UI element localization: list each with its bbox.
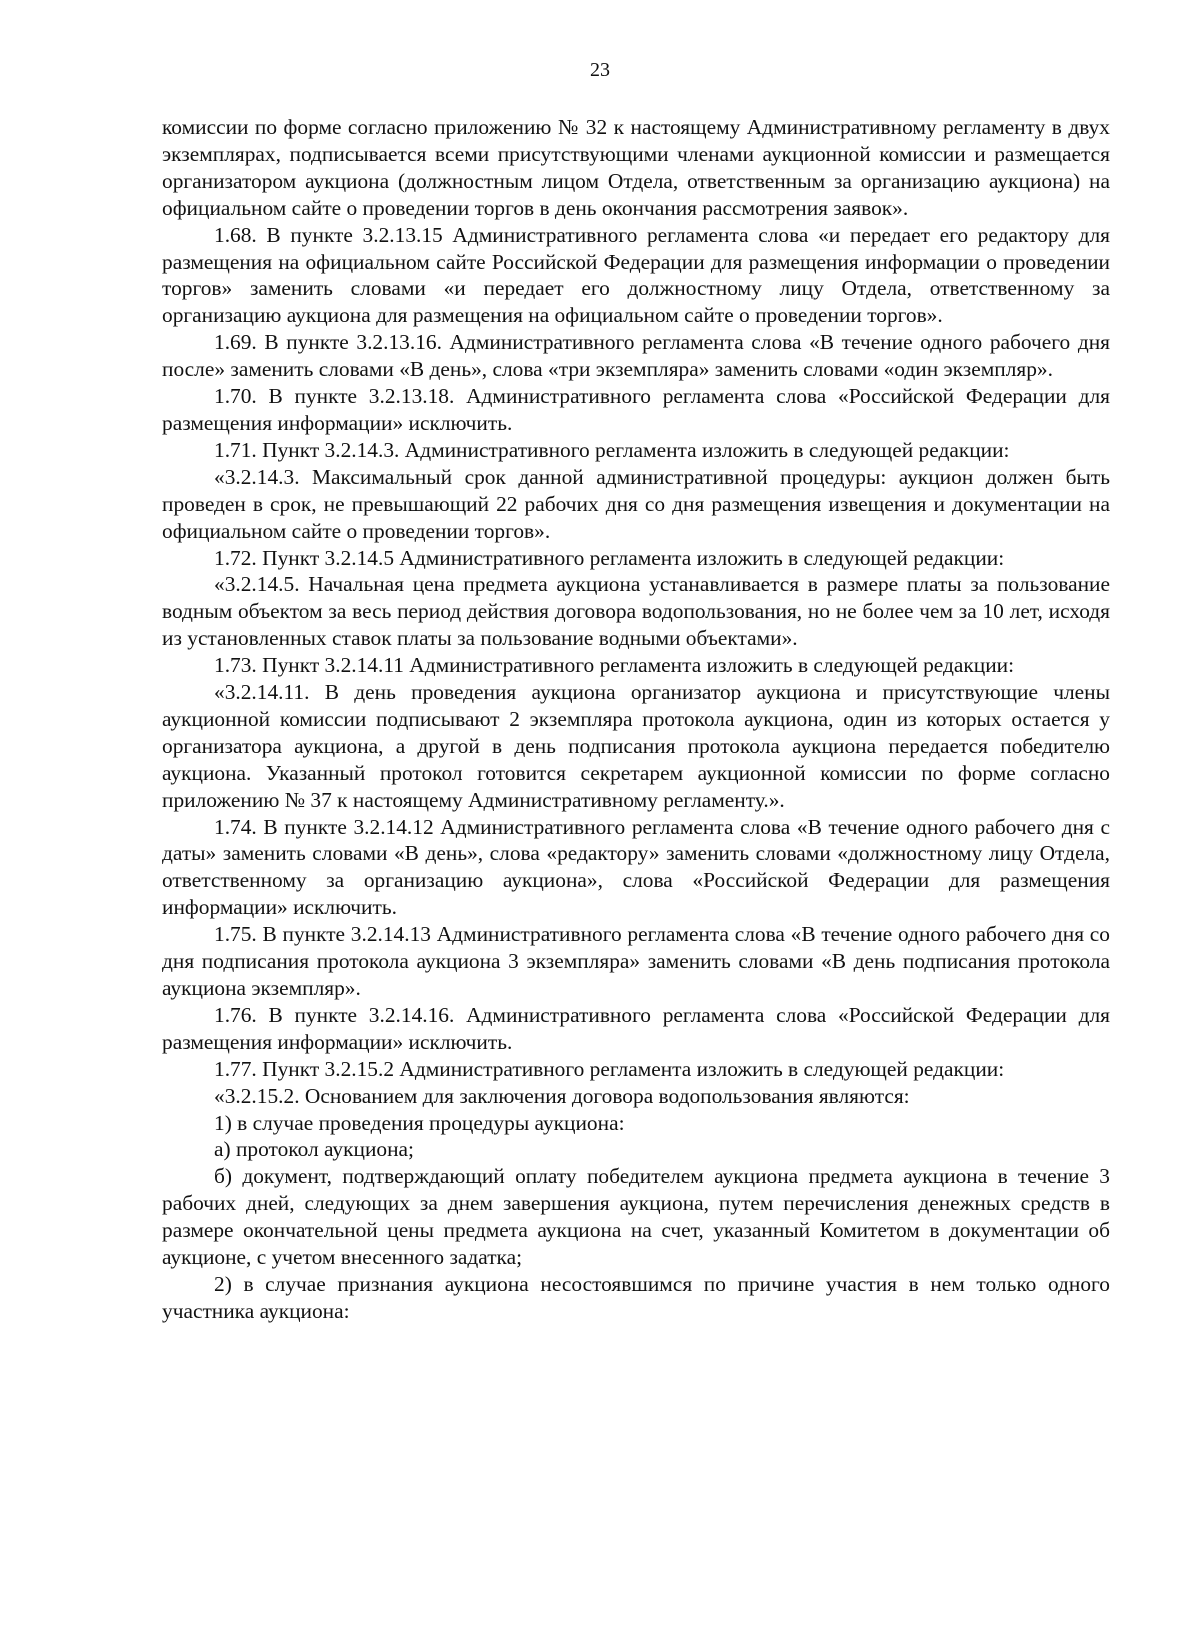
paragraph: комиссии по форме согласно приложению № 32 к настоящему Административному регламенту в двух экземплярах, подписывается всеми присутствующими членами аукционной комиссии и размещается организатором аукциона (должностным лицом Отдела, ответственным за организацию аукциона) на официальном сайте о проведении торгов в день окончания рассмотрения заявок». bbox=[162, 115, 1110, 220]
paragraph: «3.2.15.2. Основанием для заключения договора водопользования являются: bbox=[214, 1083, 910, 1108]
paragraph: «3.2.14.3. Максимальный срок данной административной процедуры: аукцион должен быть проведен в срок, не превышающий 22 рабочих дня со дня размещения извещения и документации на официальном сайте о проведении торгов». bbox=[162, 464, 1110, 543]
paragraph: 1.69. В пункте 3.2.13.16. Административного регламента слова «В течение одного рабочего дня после» заменить словами «В день», слова «три экземпляра» заменить словами «один экземпляр». bbox=[162, 330, 1110, 382]
paragraph: 1.73. Пункт 3.2.14.11 Административного регламента изложить в следующей редакции: bbox=[214, 653, 1015, 678]
paragraph: а) протокол аукциона; bbox=[214, 1137, 414, 1162]
paragraph: 2) в случае признания аукциона несостоявшимся по причине участия в нем только одного участника аукциона: bbox=[162, 1271, 1110, 1323]
paragraph: б) документ, подтверждающий оплату победителем аукциона предмета аукциона в течение 3 рабочих дней, следующих за днем завершения аукциона, путем перечисления денежных средств в размере окончательной цены предмета аукциона на счет, указанный Комитетом в документации об аукционе, с учетом внесенного задатка; bbox=[162, 1164, 1110, 1270]
paragraph: «3.2.14.5. Начальная цена предмета аукциона устанавливается в размере платы за пользование водным объектом за весь период действия договора водопользования, но не более чем за 10 лет, исходя из установленных ставок платы за пользование водными объектами». bbox=[162, 572, 1110, 651]
paragraph: 1.74. В пункте 3.2.14.12 Административного регламента слова «В течение одного рабочего дня с даты» заменить словами «В день», слова «редактору» заменить словами «должностному лицу Отдела, ответственному за организацию аукциона», слова «Российской Федерации для размещения информации» исключить. bbox=[162, 814, 1110, 920]
document-body bbox=[162, 114, 1110, 1325]
paragraph: 1.76. В пункте 3.2.14.16. Административного регламента слова «Российской Федерации для размещения информации» исключить. bbox=[162, 1002, 1110, 1054]
paragraph: 1.72. Пункт 3.2.14.5 Административного регламента изложить в следующей редакции: bbox=[214, 545, 1005, 570]
paragraph: 1.71. Пункт 3.2.14.3. Административного регламента изложить в следующей редакции: bbox=[214, 437, 1010, 462]
page-number: 23 bbox=[590, 59, 610, 81]
paragraph: 1.77. Пункт 3.2.15.2 Административного регламента изложить в следующей редакции: bbox=[214, 1056, 1005, 1081]
paragraph: 1.70. В пункте 3.2.13.18. Административного регламента слова «Российской Федерации для размещения информации» исключить. bbox=[162, 384, 1110, 435]
paragraph: 1.68. В пункте 3.2.13.15 Административного регламента слова «и передает его редактору для размещения на официальном сайте Российской Федерации для размещения информации о проведении торгов» заменить словами «и передает его должностному лицу Отдела, ответственному за организацию аукциона для размещения на официальном сайте о проведении торгов». bbox=[162, 222, 1110, 328]
paragraph: «3.2.14.11. В день проведения аукциона организатор аукциона и присутствующие члены аукционной комиссии подписывают 2 экземпляра протокола аукциона, один из которых остается у организатора аукциона, а другой в день подписания протокола аукциона передается победителю аукциона. Указанный протокол готовится секретарем аукционной комиссии по форме согласно приложению № 37 к настоящему Административному регламенту.». bbox=[162, 680, 1110, 812]
paragraph: 1) в случае проведения процедуры аукциона: bbox=[214, 1110, 625, 1135]
paragraph: 1.75. В пункте 3.2.14.13 Административного регламента слова «В течение одного рабочего дня со дня подписания протокола аукциона 3 экземпляра» заменить словами «В день подписания протокола аукциона экземпляр». bbox=[162, 922, 1110, 1000]
